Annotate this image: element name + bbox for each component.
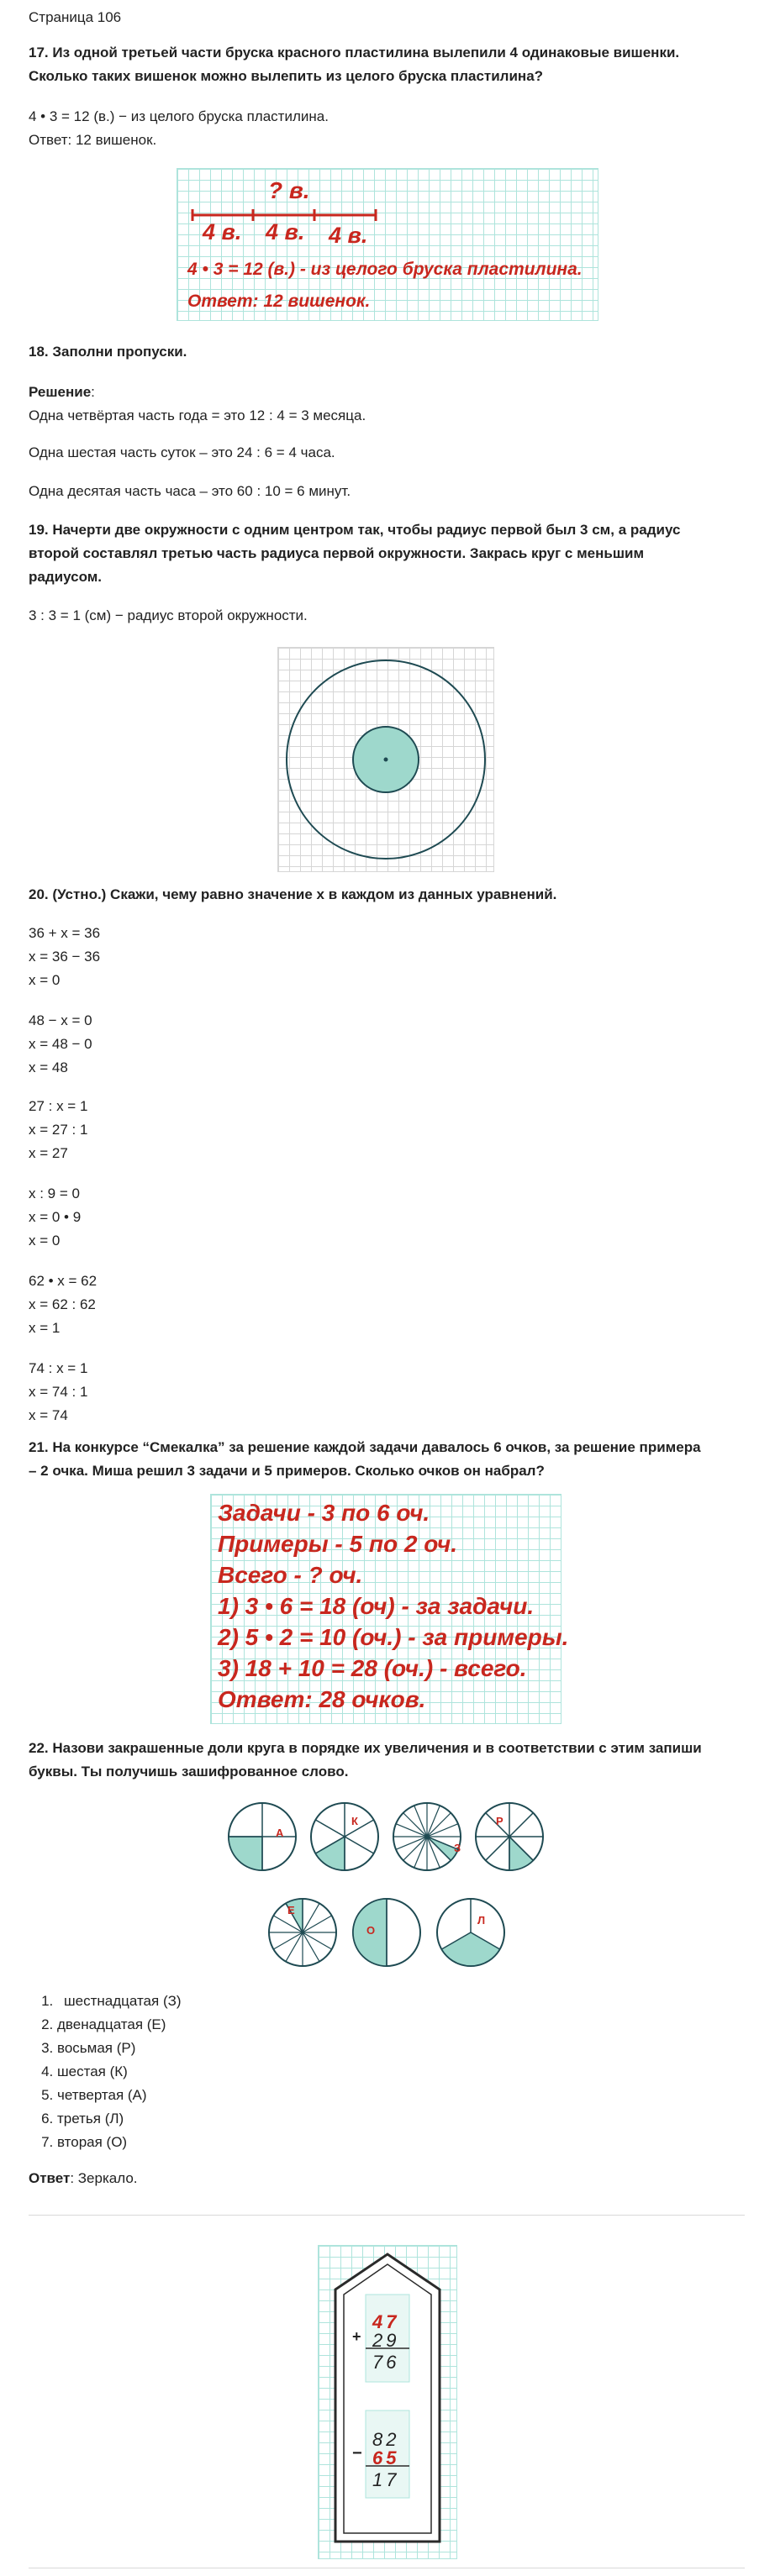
eq-4-1: x : 9 = 0 — [29, 1185, 80, 1201]
task19-question-line2: второй составлял третью часть радиуса первой окружности. Закрась круг с меньшим — [29, 545, 645, 561]
task21-question-line1: 21. На конкурсе “Смекалка” за решение каждой задачи давалось 6 очков, за решение примера — [29, 1439, 701, 1455]
page-title: Страница 106 — [29, 9, 122, 25]
eq-1-3: x = 0 — [29, 972, 61, 988]
circle-letter-l: Л — [477, 1914, 486, 1927]
task18-line1: Одна четвёртая часть года = это 12 : 4 = 3 месяца. — [29, 407, 366, 423]
task17-answer: Ответ: 12 вишенок. — [29, 132, 157, 148]
minus-sign: − — [352, 2444, 362, 2463]
task18-question: 18. Заполни пропуски. — [29, 344, 187, 360]
circle-letter-e: Е — [287, 1904, 295, 1916]
eq-6-2: x = 74 : 1 — [29, 1384, 88, 1400]
task18-solution-heading: Решение: — [29, 384, 95, 400]
add-bottom-number: 29 — [372, 2330, 400, 2351]
eq-2-2: x = 48 − 0 — [29, 1036, 92, 1052]
list-item: 5. четвертая (А) — [57, 2084, 182, 2107]
sub-result: 17 — [372, 2469, 400, 2490]
eq-4-3: x = 0 — [29, 1233, 61, 1249]
task19-question-line3: радиусом. — [29, 569, 103, 585]
list-item: 3. восьмая (Р) — [57, 2037, 182, 2060]
eq-2-3: x = 48 — [29, 1059, 68, 1075]
task18-line2: Одна шестая часть суток – это 24 : 6 = 4 часа. — [29, 444, 335, 460]
concentric-circles-diagram — [277, 647, 494, 872]
task21-question-line2: – 2 очка. Миша решил 3 задачи и 5 примеров. Сколько очков он набрал? — [29, 1463, 545, 1479]
circle-thirds-l — [437, 1899, 504, 1966]
segment-label-1: 4 в. — [203, 219, 242, 244]
eq-1-1: 36 + x = 36 — [29, 925, 101, 941]
circle-letter-z: З — [454, 1842, 461, 1854]
diagram-line1: 4 • 3 = 12 (в.) - из целого бруска пластилина. — [187, 260, 583, 279]
t21-line2: Примеры - 5 по 2 оч. — [218, 1531, 458, 1557]
list-item: 4. шестая (К) — [57, 2060, 182, 2084]
eq-5-3: x = 1 — [29, 1320, 61, 1336]
diagram-line2: Ответ: 12 вишенок. — [187, 292, 371, 311]
add-top-number: 47 — [372, 2311, 400, 2332]
eq-1-2: x = 36 − 36 — [29, 949, 101, 965]
concentric-circles — [278, 648, 493, 871]
circle-letter-r: Р — [496, 1815, 503, 1827]
segment-label-3: 4 в. — [329, 223, 368, 248]
list-item: 1. шестнадцатая (З) — [57, 1990, 182, 2013]
sub-top-number: 82 — [372, 2429, 400, 2450]
sub-bottom-number: 65 — [372, 2447, 400, 2468]
eq-3-1: 27 : x = 1 — [29, 1098, 88, 1114]
list-item: 7. вторая (О) — [57, 2131, 182, 2154]
eq-4-2: x = 0 • 9 — [29, 1209, 82, 1225]
fraction-circles — [210, 1790, 563, 1983]
add-result: 76 — [372, 2352, 400, 2373]
eq-3-2: x = 27 : 1 — [29, 1122, 88, 1138]
task19-solution: 3 : 3 = 1 (см) − радиус второй окружности. — [29, 607, 308, 623]
answer-label: Ответ — [29, 2170, 71, 2186]
task19-question-line1: 19. Начерти две окружности с одним центром так, чтобы радиус первой был 3 см, а радиус — [29, 522, 681, 538]
task22-question-line2: буквы. Ты получишь зашифрованное слово. — [29, 1764, 349, 1780]
t21-line5: 2) 5 • 2 = 10 (оч.) - за примеры. — [218, 1624, 569, 1650]
t21-line1: Задачи - 3 по 6 оч. — [218, 1500, 430, 1526]
circle-eighths-r — [476, 1803, 543, 1870]
task20-question: 20. (Устно.) Скажи, чему равно значение х в каждом из данных уравнений. — [29, 886, 557, 902]
task17-diagram — [177, 168, 598, 321]
segment-label-2: 4 в. — [266, 219, 305, 244]
list-item: 2. двенадцатая (Е) — [57, 2013, 182, 2037]
divider-top — [29, 2215, 745, 2216]
eq-2-1: 48 − x = 0 — [29, 1012, 92, 1028]
task17-solution: 4 • 3 = 12 (в.) − из целого бруска пластилина. — [29, 108, 329, 124]
list-item: 6. третья (Л) — [57, 2107, 182, 2131]
task21-solution-image — [210, 1494, 569, 1724]
eq-6-1: 74 : x = 1 — [29, 1360, 88, 1376]
eq-6-3: x = 74 — [29, 1407, 68, 1423]
task17-question-line2: Сколько таких вишенок можно вылепить из целого бруска пластилина? — [29, 68, 544, 84]
plus-sign: + — [352, 2328, 361, 2345]
circle-twelfths-e — [269, 1899, 336, 1966]
circle-sixths-k — [311, 1803, 378, 1870]
task22-answer-list — [29, 1990, 182, 2154]
task17-question-line1: 17. Из одной третьей части бруска красного пластилина вылепили 4 одинаковые вишенки. — [29, 45, 680, 60]
eq-5-1: 62 • x = 62 — [29, 1273, 98, 1289]
circle-quarters-a — [229, 1803, 296, 1870]
eq-3-3: x = 27 — [29, 1145, 68, 1161]
answer-value: : Зеркало. — [70, 2170, 138, 2186]
circle-halves-o — [353, 1899, 420, 1966]
pencil-outline — [319, 2246, 456, 2558]
diagram-top-label: ? в. — [268, 177, 310, 203]
circle-sixteenths-z — [393, 1803, 461, 1870]
task18-line3: Одна десятая часть часа – это 60 : 10 = 6 минут. — [29, 483, 351, 499]
circle-letter-k: К — [351, 1815, 358, 1827]
circle-letter-a: А — [276, 1827, 284, 1839]
solution-label: Решение — [29, 384, 92, 400]
bottom-pencil-image — [318, 2245, 457, 2559]
circle-letter-o: О — [366, 1924, 376, 1937]
t21-line3: Всего - ? оч. — [218, 1562, 363, 1588]
eq-5-2: x = 62 : 62 — [29, 1296, 96, 1312]
task22-answer — [29, 2169, 138, 2188]
task22-question-line1: 22. Назови закрашенные доли круга в порядке их увеличения и в соответствии с этим запиши — [29, 1740, 702, 1756]
t21-line4: 1) 3 • 6 = 18 (оч) - за задачи. — [218, 1593, 535, 1619]
t21-line6: 3) 18 + 10 = 28 (оч.) - всего. — [218, 1655, 527, 1681]
t21-line7: Ответ: 28 очков. — [218, 1686, 426, 1712]
